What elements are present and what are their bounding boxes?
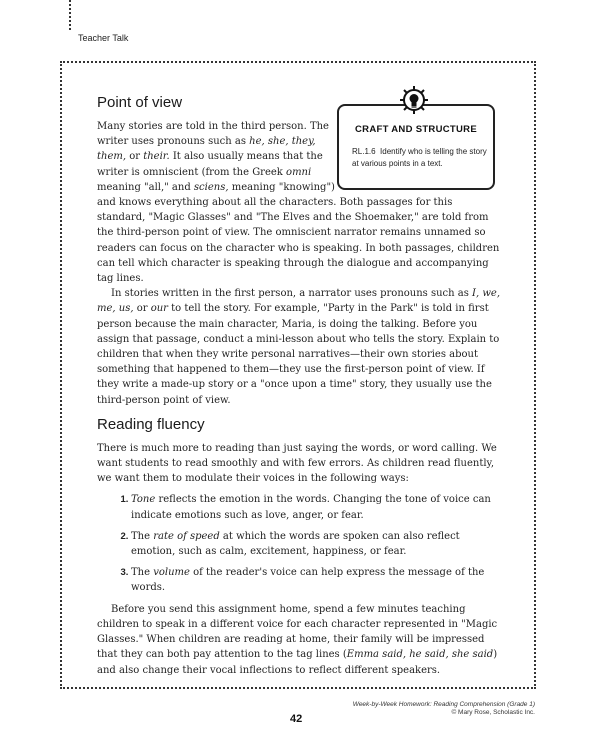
header-label: Teacher Talk bbox=[78, 33, 129, 43]
standard-text: Identify who is telling the story at various points in a text. bbox=[352, 147, 487, 168]
list-item-rate-of-speed: 2. The rate of speed at which the words are spoken can also reflect emotion, such as calm, excitement, happiness, or fear. bbox=[131, 529, 501, 559]
reading-fluency-paragraph-2: Before you send this assignment home, spend a few minutes teaching children to speak in a different voice for each character represented in "Magic Glasses." When children are reading at home, their family will be impressed that they can both pay attention to the tag lines (Emma said, he said, she said) and also change their vocal inflections to reflect different speakers. bbox=[97, 603, 498, 676]
header-dotted-rule bbox=[69, 0, 71, 30]
sidebar-title: CRAFT AND STRUCTURE bbox=[355, 124, 477, 135]
book-title: Week-by-Week Homework: Reading Comprehension (Grade 1) bbox=[352, 701, 535, 708]
point-of-view-paragraph-1: Many stories are told in the third person. The writer uses pronouns such as he, she, they, them, or their. It also usually means that the writer is omniscient (from the Greek omni meaning "all," and sciens, meaning "knowing") and knows everything about all the characters. Both passages for this standard, "Magic Glasses" and "The Elves and the Shoemaker," are told from the third-person point of view. The omniscient narrator remains unnamed so readers can focus on the character who is speaking. In both passages, children can tell which character is speaking through the dialogue and accompanying tag lines. bbox=[97, 121, 500, 285]
list-item-tone: 1. Tone reflects the emotion in the words. Changing the tone of voice can indicate emotions such as love, anger, or fear. bbox=[131, 492, 501, 522]
reading-fluency-paragraph-1: There is much more to reading than just saying the words, or word calling. We want students to read smoothly and with few errors. As children read fluently, we want them to modulate their voices in the following ways: bbox=[97, 442, 497, 485]
point-of-view-paragraph-2: In stories written in the first person, a narrator uses pronouns such as I, we, me, us, or our to tell the story. For example, "Party in the Park" is told in first person because the main character, Maria, is doing the talking. Before you assign that passage, conduct a mini-lesson about who tells the story. Explain to children that when they write personal narratives—their own stories about something that happened to them—they use the first-person point of view. If they write a made-up story or a "once upon a time" story, they usually use the third-person point of view. bbox=[97, 288, 501, 406]
fluency-list bbox=[97, 492, 501, 595]
section-heading-point-of-view: Point of view bbox=[97, 94, 183, 111]
footer-credit bbox=[353, 701, 535, 717]
main-content bbox=[97, 94, 501, 678]
sidebar-spacer bbox=[335, 94, 501, 194]
list-item-volume: 3. The volume of the reader's voice can help express the message of the words. bbox=[131, 565, 501, 595]
section-heading-reading-fluency: Reading fluency bbox=[97, 415, 205, 433]
standard-code: RL.1.6 bbox=[352, 147, 376, 156]
copyright: © Mary Rose, Scholastic Inc. bbox=[451, 709, 535, 716]
page-number: 42 bbox=[290, 713, 303, 725]
